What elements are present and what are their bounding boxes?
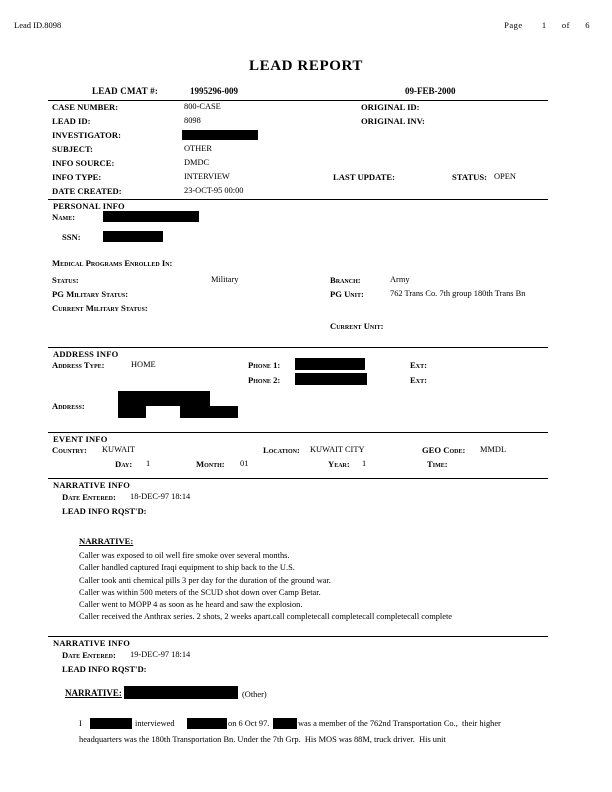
info-type-label: INFO TYPE:	[52, 172, 102, 182]
status-field-label: Status:	[52, 275, 79, 285]
narrative-2-section-title: NARRATIVE INFO	[53, 638, 131, 648]
pg-unit-label: PG Unit:	[330, 289, 364, 299]
current-military-status-label: Current Military Status:	[52, 303, 148, 313]
document-lead-id-header	[14, 20, 61, 30]
narrative-2-line2: headquarters was the 180th Transportation Bn. Under the 7th Grp. His MOS was 88M, truck driver. His unit	[79, 735, 446, 744]
page-number-header	[504, 20, 590, 30]
investigator-redaction	[182, 130, 258, 140]
divider-address-info	[48, 347, 548, 348]
divider-narrative-2	[48, 636, 548, 637]
branch-value: Army	[390, 275, 410, 284]
address-redaction-1	[118, 391, 210, 406]
narrative-2-date-entered-value: 19-DEC-97 18:14	[130, 650, 191, 659]
case-number-label: CASE NUMBER:	[52, 102, 119, 112]
address-type-value: HOME	[131, 360, 156, 369]
narrative-info-block-2	[48, 638, 548, 758]
lead-cmat-label: LEAD CMAT #:	[92, 86, 159, 96]
location-label: Location:	[263, 445, 300, 455]
phone2-label: Phone 2:	[248, 375, 281, 385]
narrative-1-line: Caller took anti chemical pills 3 per day for the duration of the ground war.	[79, 575, 331, 585]
current-unit-label: Current Unit:	[330, 321, 384, 331]
address-label: Address:	[52, 401, 85, 411]
narrative-2-line1-c: on 6 Oct 97.	[228, 719, 270, 728]
name-redaction	[103, 211, 199, 222]
phone1-label: Phone 1:	[248, 360, 281, 370]
divider-narrative-1	[48, 478, 548, 479]
event-info-block	[48, 434, 548, 482]
day-value: 1	[146, 459, 151, 468]
page-of-label: of	[561, 20, 570, 30]
page-number: 1	[541, 20, 547, 30]
phone1-redaction	[295, 358, 365, 370]
day-label: Day:	[115, 459, 133, 469]
divider-case-top	[48, 100, 548, 101]
personal-info-block	[48, 201, 548, 341]
year-label: Year:	[328, 459, 350, 469]
narrative-2-line1-a: I	[79, 719, 82, 728]
country-value: KUWAIT	[102, 445, 136, 454]
page-title: LEAD REPORT	[248, 58, 363, 74]
pg-unit-value: 762 Trans Co. 7th group 180th Trans Bn	[390, 289, 526, 298]
narrative-1-line: Caller was exposed to oil well fire smoke over several months.	[79, 551, 290, 560]
date-created-label: DATE CREATED:	[52, 186, 122, 196]
narrative-2-name-redaction	[124, 686, 238, 699]
narrative-1-line: Caller went to MOPP 4 as soon as he heard and saw the explosion.	[79, 600, 303, 610]
pg-military-status-label: PG Military Status:	[52, 289, 129, 299]
narrative-2-lead-info-rqstd-label: LEAD INFO RQST'D:	[62, 664, 147, 674]
status-field-value: Military	[211, 275, 239, 284]
narrative-1-line: Caller handled captured Iraqi equipment to ship back to the U.S.	[79, 563, 295, 573]
year-value: 1	[362, 459, 367, 468]
status-label: STATUS:	[452, 172, 488, 182]
info-source-value: DMDC	[184, 158, 210, 167]
narrative-1-date-entered-value: 18-DEC-97 18:14	[130, 492, 191, 501]
address-redaction-3	[180, 406, 238, 418]
narrative-info-block-1	[48, 480, 548, 632]
divider-personal-info	[48, 199, 548, 200]
narrative-1-date-entered-label: Date Entered:	[62, 492, 116, 502]
info-type-value: INTERVIEW	[184, 172, 230, 181]
ssn-redaction	[103, 231, 163, 242]
narrative-2-redaction-b	[187, 718, 227, 729]
month-label: Month:	[196, 459, 225, 469]
narrative-1-line: Caller was within 500 meters of the SCUD shot down over Camp Betar.	[79, 587, 321, 597]
ssn-label: SSN:	[62, 232, 81, 242]
last-update-label: LAST UPDATE:	[333, 172, 395, 182]
info-source-label: INFO SOURCE:	[52, 158, 115, 168]
narrative-2-redaction-c	[273, 718, 297, 729]
name-label: Name:	[52, 212, 76, 222]
narrative-2-label: NARRATIVE:	[65, 688, 122, 698]
address-info-section-title: ADDRESS INFO	[53, 349, 119, 359]
original-inv-label: ORIGINAL INV:	[361, 116, 425, 126]
divider-event-info	[48, 432, 548, 433]
narrative-2-date-entered-label: Date Entered:	[62, 650, 116, 660]
address-type-label: Address Type:	[52, 360, 105, 370]
page-label: Page	[504, 20, 523, 30]
investigator-label: INVESTIGATOR:	[52, 130, 121, 140]
lead-id-label: Lead ID.	[14, 20, 45, 30]
narrative-2-line1-d: was a member of the 762nd Transportation Co., their higher	[298, 719, 501, 728]
month-value: 01	[240, 459, 249, 468]
narrative-1-line: Caller received the Anthrax series. 2 shots, 2 weeks apart.call completecall completecall completecall complete	[79, 612, 452, 622]
narrative-1-section-title: NARRATIVE INFO	[53, 480, 131, 490]
geo-code-value: MMDL	[480, 445, 507, 454]
narrative-1-label: NARRATIVE:	[79, 536, 134, 546]
narrative-2-line1-b: interviewed	[135, 719, 175, 728]
lead-cmat-value: 1995296-009	[190, 86, 238, 96]
location-value: KUWAIT CITY	[310, 445, 365, 454]
time-label: Time:	[427, 459, 448, 469]
address-redaction-2	[118, 406, 146, 418]
ext2-label: Ext:	[410, 375, 427, 385]
phone2-redaction	[295, 373, 367, 385]
address-info-block	[48, 349, 548, 441]
lead-id-field-value: 8098	[184, 116, 201, 125]
narrative-1-body	[79, 550, 549, 624]
personal-info-section-title: PERSONAL INFO	[53, 201, 125, 211]
lead-id-value: 8098	[44, 20, 62, 30]
event-info-section-title: EVENT INFO	[53, 434, 108, 444]
lead-cmat-date: 09-FEB-2000	[405, 86, 456, 96]
page-total: 6	[585, 20, 590, 30]
subject-value: OTHER	[184, 144, 212, 153]
original-id-label: ORIGINAL ID:	[361, 102, 420, 112]
lead-id-field-label: LEAD ID:	[52, 116, 91, 126]
medical-programs-label: Medical Programs Enrolled In:	[52, 258, 173, 268]
status-value: OPEN	[494, 172, 516, 181]
ext1-label: Ext:	[410, 360, 427, 370]
narrative-2-redaction-a	[90, 718, 132, 729]
country-label: Country:	[52, 445, 87, 455]
case-info-block	[48, 102, 548, 198]
narrative-2-redacted-suffix: (Other)	[242, 690, 267, 699]
narrative-1-lead-info-rqstd-label: LEAD INFO RQST'D:	[62, 506, 147, 516]
narrative-2-body	[79, 718, 559, 746]
branch-label: Branch:	[330, 275, 361, 285]
geo-code-label: GEO Code:	[422, 445, 466, 455]
date-created-value: 23-OCT-95 00:00	[184, 186, 244, 195]
case-number-value: 800-CASE	[184, 102, 221, 111]
subject-label: SUBJECT:	[52, 144, 93, 154]
